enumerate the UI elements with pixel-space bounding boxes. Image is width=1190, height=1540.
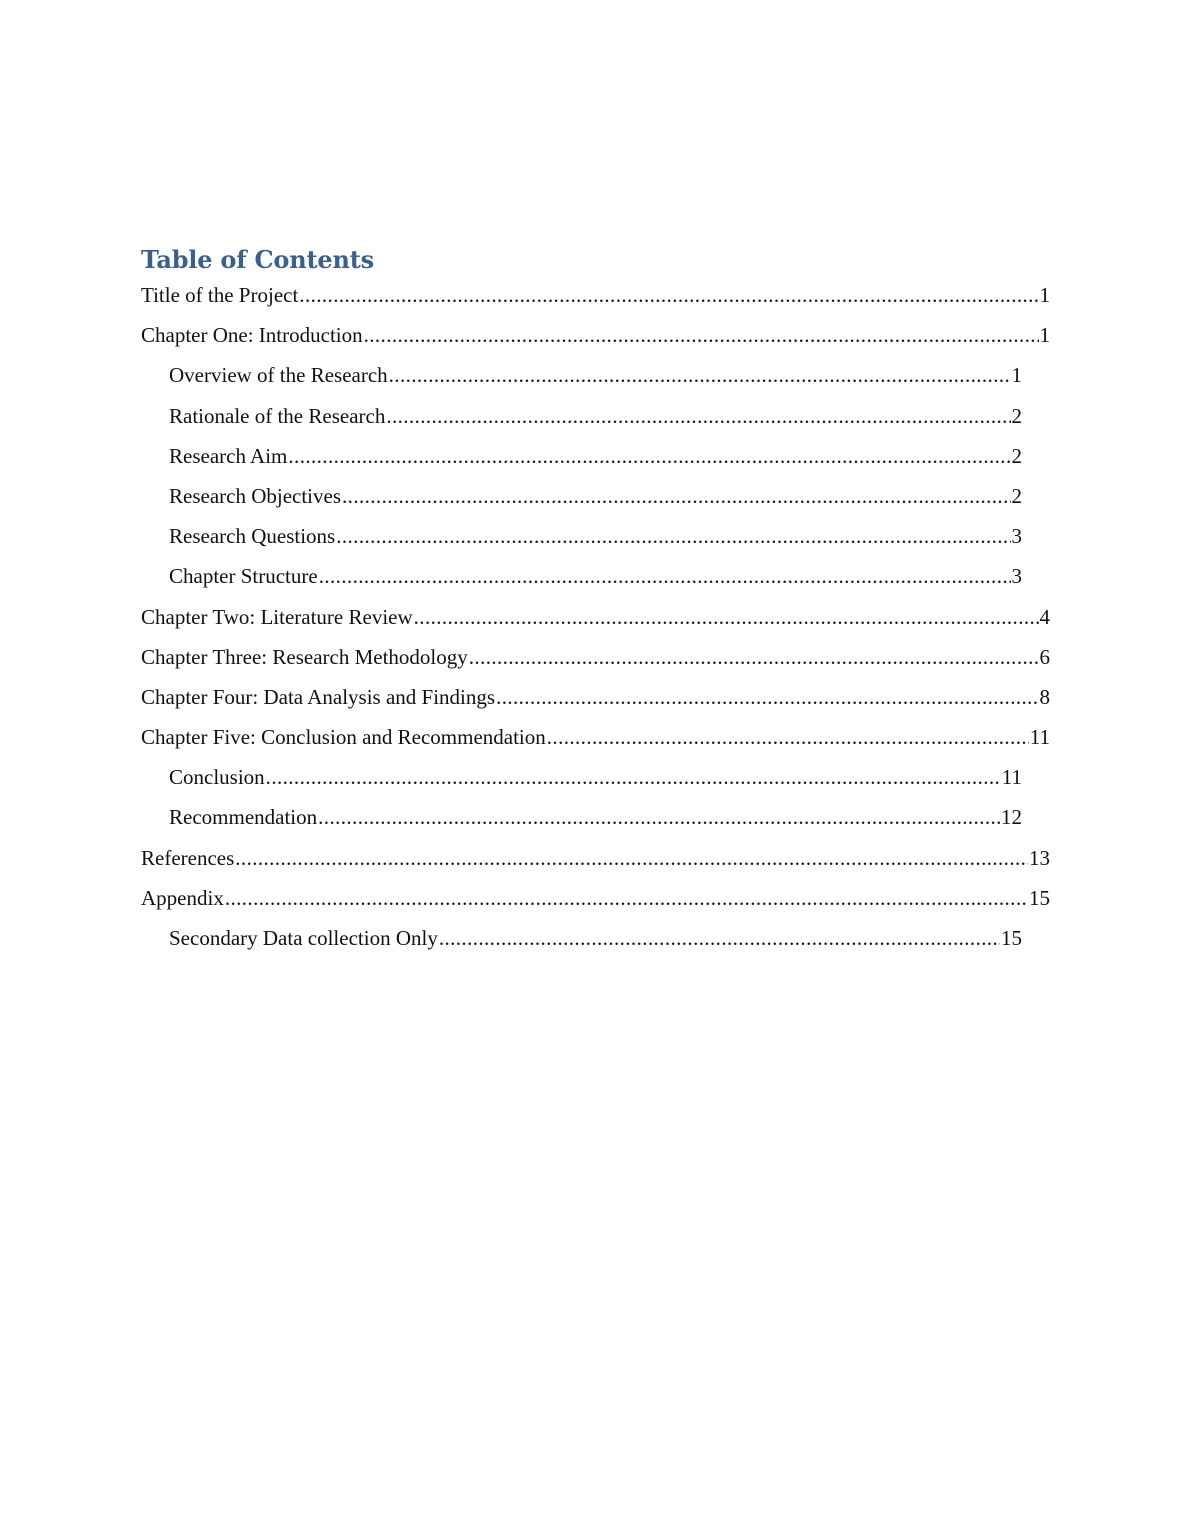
toc-entry-title: Chapter Four: Data Analysis and Findings xyxy=(141,684,496,709)
toc-entry-chapter-two[interactable] xyxy=(141,597,1050,637)
toc-page-number: 11 xyxy=(1001,765,1022,790)
toc-heading: Table of Contents xyxy=(141,245,374,274)
toc-dot-leader xyxy=(299,275,1038,315)
toc-entry-research-aim[interactable] xyxy=(169,436,1022,476)
toc-dot-leader xyxy=(469,637,1039,677)
toc-entry-title: Chapter Structure xyxy=(169,564,318,589)
toc-entry-title: Research Questions xyxy=(169,524,336,549)
toc-dot-leader xyxy=(318,797,1000,837)
toc-entry-recommendation[interactable] xyxy=(169,797,1022,837)
toc-entry-chapter-five[interactable] xyxy=(141,717,1050,757)
toc-entry-secondary-data[interactable] xyxy=(169,918,1022,958)
toc-dot-leader xyxy=(336,516,1010,556)
toc-entry-overview[interactable] xyxy=(169,355,1022,395)
toc-entry-chapter-four[interactable] xyxy=(141,677,1050,717)
toc-list xyxy=(0,275,1190,958)
toc-page-number: 13 xyxy=(1029,845,1050,870)
toc-entry-title: Overview of the Research xyxy=(169,363,388,388)
toc-entry-title: Chapter Two: Literature Review xyxy=(141,604,413,629)
toc-entry-title: Rationale of the Research xyxy=(169,403,386,428)
toc-entry-research-questions[interactable] xyxy=(169,516,1022,556)
toc-dot-leader xyxy=(496,677,1038,717)
toc-dot-leader xyxy=(439,918,1000,958)
toc-entry-title: Chapter Three: Research Methodology xyxy=(141,644,468,669)
toc-entry-title: Research Aim xyxy=(169,443,288,468)
toc-dot-leader xyxy=(342,476,1010,516)
toc-entry-chapter-one[interactable] xyxy=(141,315,1050,355)
toc-dot-leader xyxy=(414,597,1039,637)
toc-entry-title: Chapter One: Introduction xyxy=(141,323,363,348)
toc-entry-rationale[interactable] xyxy=(169,396,1022,436)
toc-entry-chapter-structure[interactable] xyxy=(169,556,1022,596)
toc-dot-leader xyxy=(547,717,1029,757)
toc-entry-title: Conclusion xyxy=(169,765,265,790)
toc-entry-title: Title of the Project xyxy=(141,283,299,307)
toc-entry-chapter-three[interactable] xyxy=(141,637,1050,677)
toc-dot-leader xyxy=(235,838,1028,878)
toc-dot-leader xyxy=(319,556,1011,596)
toc-entry-title: Appendix xyxy=(141,885,224,910)
toc-entry-title: References xyxy=(141,845,235,870)
toc-entry-title-of-project[interactable] xyxy=(141,275,1050,315)
toc-page-number: 15 xyxy=(1029,885,1050,910)
toc-entry-title: Recommendation xyxy=(169,805,318,830)
toc-page-number: 12 xyxy=(1001,805,1022,830)
toc-dot-leader xyxy=(225,878,1028,918)
toc-dot-leader xyxy=(288,436,1010,476)
toc-dot-leader xyxy=(386,396,1010,436)
toc-entry-research-objectives[interactable] xyxy=(169,476,1022,516)
toc-entry-references[interactable] xyxy=(141,838,1050,878)
toc-page-number: 1 xyxy=(1039,323,1050,348)
toc-dot-leader xyxy=(364,315,1039,355)
toc-page-number: 11 xyxy=(1029,725,1050,750)
toc-dot-leader xyxy=(266,757,1001,797)
toc-entry-conclusion[interactable] xyxy=(169,757,1022,797)
toc-page-number: 3 xyxy=(1011,524,1022,549)
toc-page-number: 15 xyxy=(1001,926,1022,950)
toc-entry-title: Chapter Five: Conclusion and Recommendation xyxy=(141,725,546,750)
toc-page-number: 1 xyxy=(1011,363,1022,388)
toc-entry-title: Research Objectives xyxy=(169,483,342,508)
toc-page-number: 2 xyxy=(1011,483,1022,508)
toc-page-number: 1 xyxy=(1039,283,1050,307)
toc-dot-leader xyxy=(389,355,1011,395)
toc-page-number: 8 xyxy=(1039,684,1050,709)
toc-page-number: 4 xyxy=(1039,604,1050,629)
toc-page-number: 6 xyxy=(1039,644,1050,669)
toc-entry-title: Secondary Data collection Only xyxy=(169,926,438,950)
toc-entry-appendix[interactable] xyxy=(141,878,1050,918)
toc-page-number: 2 xyxy=(1011,403,1022,428)
toc-page-number: 2 xyxy=(1011,443,1022,468)
toc-page-number: 3 xyxy=(1011,564,1022,589)
